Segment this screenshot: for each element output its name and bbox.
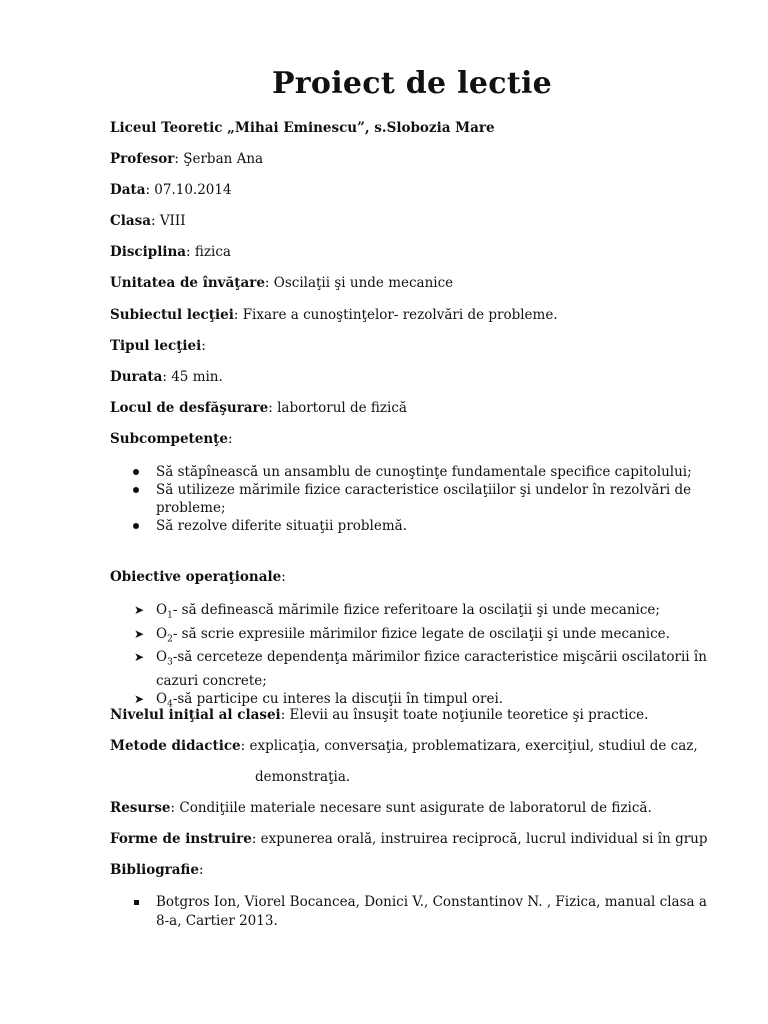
field-value: Fixare a cunoştinţelor- rezolvări de probleme.: [242, 307, 558, 323]
list-item: ➤ $O_2-$ să scrie expresiile mărimilor fizice legate de oscilaţii şi unde mecanice.: [134, 625, 670, 645]
list-item: Să utilizeze mărimile fizice caracteristice oscilaţiilor şi undelor în rezolvări de probleme;: [110, 481, 728, 517]
field-value: expunerea orală, instruirea reciprocă, lucrul individual si în grup: [260, 831, 708, 847]
list-item: ➤ $O_3-să$ cerceteze dependenţa mărimilor fizice caracteristice mişcării oscilatorii în cazuri concrete;: [134, 649, 707, 690]
document-title: Proiect de lectie: [271, 66, 553, 101]
list-item: ➤ $O_1-$ să definească mărimile fizice referitoare la oscilaţii şi unde mecanice;: [134, 602, 660, 621]
field-value: Şerban Ana: [183, 151, 264, 167]
field-label: Resurse: [110, 800, 171, 816]
field-bibliografie: Bibliografie:: [110, 862, 204, 878]
field-forme: Forme de instruire: expunerea orală, instruirea reciprocă, lucrul individual si în grup: [110, 831, 708, 847]
list-item: Botgros Ion, Viorel Bocancea, Donici V., Constantinov N. , Fizica, manual clasa a 8-a, Cartier 2013.: [110, 893, 718, 931]
field-label: Durata: [110, 369, 163, 385]
field-value: 45 min.: [171, 369, 223, 385]
field-value: 07.10.2014: [154, 182, 232, 198]
field-value: Oscilaţii şi unde mecanice: [273, 275, 454, 291]
bibliografie-list: [110, 893, 718, 931]
list-item: ➤ $O_4-să$ participe cu interes la discuţii în timpul orei.: [134, 691, 504, 710]
field-value: fizica: [194, 244, 231, 260]
field-value: VIII: [159, 213, 186, 229]
field-label: Profesor: [110, 151, 175, 167]
arrow-bullet-icon: ➤: [134, 603, 145, 617]
field-label: Disciplina: [110, 244, 187, 260]
field-label: Subcompetenţe: [110, 431, 229, 447]
arrow-bullet-icon: ➤: [134, 626, 145, 641]
field-profesor: Profesor: Şerban Ana: [110, 151, 264, 167]
subcompetente-list: [110, 463, 728, 535]
field-metode: Metode didactice: explicaţia, conversaţia, problematizara, exerciţiul, studiul de caz,: [110, 738, 698, 754]
obiective-list: [110, 601, 728, 714]
field-label: Data: [110, 182, 146, 198]
field-label: Forme de instruire: [110, 831, 252, 847]
field-durata: Durata: 45 min.: [110, 369, 223, 385]
field-obiective: Obiective operaţionale:: [110, 569, 286, 585]
list-item: Să stăpînească un ansamblu de cunoştinţe fundamentale specifice capitolului;: [110, 463, 728, 481]
school-name: Liceul Teoretic „Mihai Eminescu”, s.Slobozia Mare: [110, 120, 495, 136]
field-disciplina: Disciplina: fizica: [110, 244, 231, 260]
field-value: Condiţiile materiale necesare sunt asigurate de laboratorul de fizică.: [179, 800, 652, 816]
field-value: Elevii au însuşit toate noţiunile teoretice şi practice.: [289, 707, 649, 723]
field-label: Clasa: [110, 213, 151, 229]
field-label: Bibliografie: [110, 862, 199, 878]
field-label: Metode didactice: [110, 738, 241, 754]
field-label: Locul de desfăşurare: [110, 400, 269, 416]
field-locul: Locul de desfăşurare: labortorul de fizică: [110, 400, 407, 416]
arrow-bullet-icon: ➤: [134, 692, 145, 707]
field-nivelul: Nivelul iniţial al clasei: Elevii au însuşit toate noţiunile teoretice şi practice.: [110, 707, 649, 723]
field-subcompetente: Subcompetenţe:: [110, 431, 233, 447]
field-label: Obiective operaţionale: [110, 569, 282, 585]
field-label: Subiectul lecţiei: [110, 307, 234, 323]
field-tipul: Tipul lecţiei:: [110, 338, 206, 354]
field-data: Data: 07.10.2014: [110, 182, 232, 198]
field-label: Tipul lecţiei: [110, 338, 202, 354]
field-subiectul: Subiectul lecţiei: Fixare a cunoştinţelor- rezolvări de probleme.: [110, 307, 558, 323]
field-value: explicaţia, conversaţia, problematizara, exerciţiul, studiul de caz,: [249, 738, 698, 754]
field-clasa: Clasa: VIII: [110, 213, 186, 229]
field-label: Unitatea de învăţare: [110, 275, 265, 291]
metode-continuation: demonstraţia.: [255, 769, 351, 785]
arrow-bullet-icon: ➤: [134, 650, 145, 665]
list-item: Să rezolve diferite situaţii problemă.: [110, 517, 728, 535]
field-resurse: Resurse: Condiţiile materiale necesare sunt asigurate de laboratorul de fizică.: [110, 800, 652, 816]
field-label: Nivelul iniţial al clasei: [110, 707, 281, 723]
school-line: [110, 118, 728, 138]
field-value: labortorul de fizică: [277, 400, 407, 416]
field-unitatea: Unitatea de învăţare: Oscilaţii şi unde mecanice: [110, 275, 454, 291]
